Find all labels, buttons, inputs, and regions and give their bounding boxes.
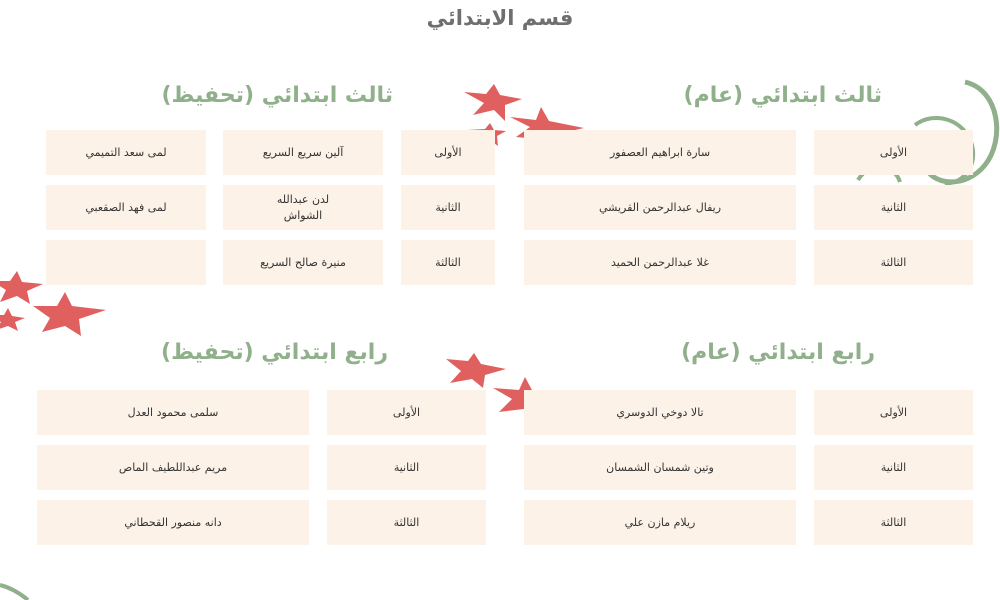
- student-name: [46, 240, 206, 285]
- student-name: غلا عبدالرحمن الحميد: [524, 240, 796, 285]
- row-label: الثانية: [327, 445, 486, 490]
- student-name: دانه منصور القحطاني: [37, 500, 309, 545]
- student-name: سلمى محمود العدل: [37, 390, 309, 435]
- student-name: وتين شمسان الشمسان: [524, 445, 796, 490]
- student-name: ريلام مازن علي: [524, 500, 796, 545]
- row-label: الثالثة: [814, 240, 973, 285]
- student-name: لمى سعد التميمي: [46, 130, 206, 175]
- section-title-fourth-memorization: رابع ابتدائي (تحفيظ): [161, 340, 388, 365]
- section-title-fourth-general: رابع ابتدائي (عام): [681, 340, 875, 365]
- student-name: لمى فهد الصقعبي: [46, 185, 206, 230]
- green-swirl-decoration: [0, 585, 28, 600]
- section-title-third-general: ثالث ابتدائي (عام): [683, 83, 882, 108]
- row-label: الأولى: [814, 390, 973, 435]
- star-decoration: [446, 353, 506, 388]
- student-name: سارة ابراهيم العصفور: [524, 130, 796, 175]
- row-label: الثانية: [401, 185, 495, 230]
- section-title-third-memorization: ثالث ابتدائي (تحفيظ): [161, 83, 393, 108]
- row-label: الثالثة: [401, 240, 495, 285]
- student-name: ريفال عبدالرحمن القريشي: [524, 185, 796, 230]
- star-decoration: [464, 84, 522, 121]
- row-label: الثالثة: [814, 500, 973, 545]
- row-label: الثانية: [814, 445, 973, 490]
- row-label: الأولى: [814, 130, 973, 175]
- page-title: قسم الابتدائي: [426, 6, 574, 30]
- student-name: منيرة صالح السريع: [223, 240, 383, 285]
- row-label: الأولى: [327, 390, 486, 435]
- student-name: لدن عبدالله الشواش: [223, 185, 383, 230]
- row-label: الأولى: [401, 130, 495, 175]
- star-decoration: [33, 292, 106, 336]
- star-decoration: [0, 271, 43, 304]
- row-label: الثانية: [814, 185, 973, 230]
- star-decoration: [0, 308, 25, 331]
- student-name: آلين سريع السريع: [223, 130, 383, 175]
- student-name: تالا دوخي الدوسري: [524, 390, 796, 435]
- row-label: الثالثة: [327, 500, 486, 545]
- student-name: مريم عبداللطيف الماص: [37, 445, 309, 490]
